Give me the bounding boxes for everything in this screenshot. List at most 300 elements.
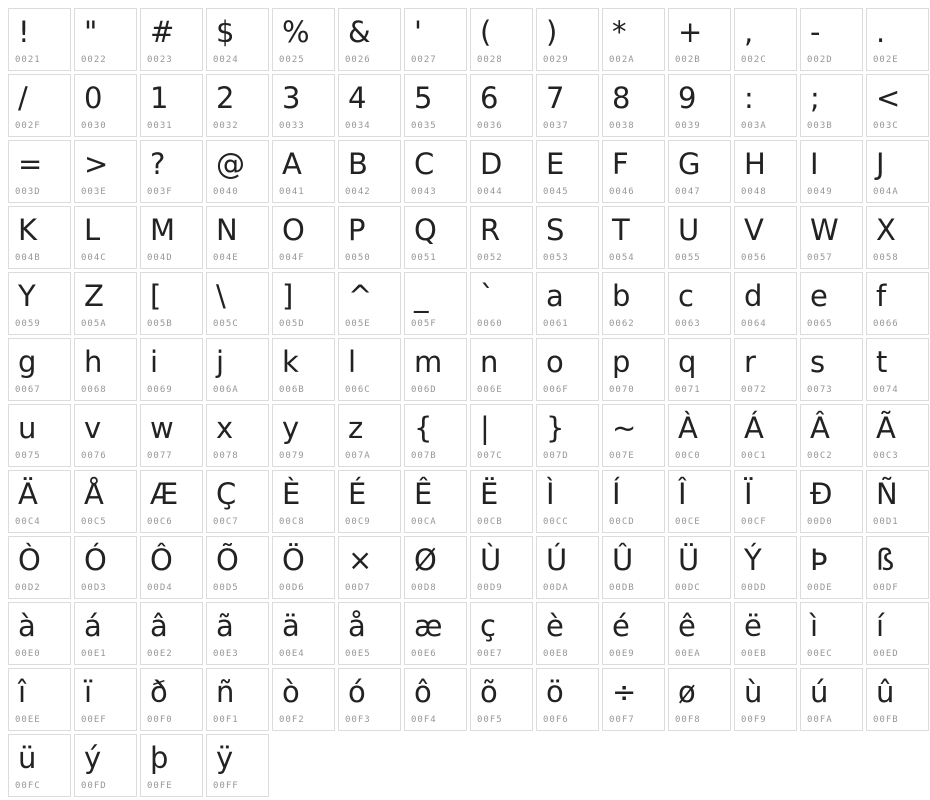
glyph-cell[interactable] (8, 338, 71, 401)
glyph-code-label: 00EE (15, 715, 41, 725)
glyph-char: ç (480, 608, 496, 643)
glyph-char: 7 (546, 80, 565, 115)
glyph-code-label: 004C (81, 253, 107, 263)
glyph-code-label: 005C (213, 319, 239, 329)
glyph-cell[interactable] (470, 206, 533, 269)
glyph-char: Q (414, 212, 437, 247)
glyph-code-label: 0024 (213, 55, 239, 65)
glyph-code-label: 0041 (279, 187, 305, 197)
glyph-code-label: 0056 (741, 253, 767, 263)
glyph-cell[interactable] (206, 404, 269, 467)
glyph-cell[interactable] (272, 140, 335, 203)
glyph-cell[interactable] (536, 140, 599, 203)
glyph-cell[interactable] (536, 536, 599, 599)
glyph-cell[interactable] (8, 470, 71, 533)
glyph-code-label: 00EC (807, 649, 833, 659)
glyph-cell[interactable] (470, 8, 533, 71)
glyph-char: Ê (414, 476, 433, 511)
glyph-cell[interactable] (74, 140, 137, 203)
glyph-char: f (876, 278, 887, 313)
glyph-cell[interactable] (668, 668, 731, 731)
glyph-cell[interactable] (206, 74, 269, 137)
glyph-cell[interactable] (74, 668, 137, 731)
glyph-cell[interactable] (668, 272, 731, 335)
glyph-cell[interactable] (272, 668, 335, 731)
glyph-cell[interactable] (272, 602, 335, 665)
glyph-cell[interactable] (602, 536, 665, 599)
glyph-cell[interactable] (734, 272, 797, 335)
glyph-cell[interactable] (602, 338, 665, 401)
glyph-code-label: 0065 (807, 319, 833, 329)
glyph-char: õ (480, 674, 498, 709)
glyph-cell[interactable] (866, 74, 929, 137)
glyph-cell[interactable] (866, 668, 929, 731)
glyph-cell[interactable] (8, 668, 71, 731)
glyph-cell[interactable] (272, 404, 335, 467)
glyph-cell[interactable] (74, 272, 137, 335)
glyph-cell[interactable] (734, 140, 797, 203)
glyph-cell[interactable] (536, 668, 599, 731)
glyph-cell[interactable] (206, 734, 269, 797)
glyph-cell[interactable] (140, 668, 203, 731)
glyph-char: K (18, 212, 38, 247)
glyph-cell[interactable] (338, 470, 401, 533)
glyph-char: ø (678, 674, 696, 709)
glyph-char: ë (744, 608, 762, 643)
glyph-cell[interactable] (8, 74, 71, 137)
glyph-cell[interactable] (140, 602, 203, 665)
glyph-code-label: 006C (345, 385, 371, 395)
glyph-code-label: 0050 (345, 253, 371, 263)
glyph-code-label: 007A (345, 451, 371, 461)
glyph-char: o (546, 344, 564, 379)
glyph-cell[interactable] (470, 404, 533, 467)
glyph-char: m (414, 344, 443, 379)
glyph-cell[interactable] (470, 470, 533, 533)
glyph-cell[interactable] (74, 8, 137, 71)
glyph-cell[interactable] (404, 470, 467, 533)
glyph-cell[interactable] (470, 338, 533, 401)
glyph-code-label: 0042 (345, 187, 371, 197)
glyph-code-label: 002F (15, 121, 41, 131)
glyph-code-label: 00EF (81, 715, 107, 725)
glyph-cell[interactable] (206, 668, 269, 731)
glyph-cell[interactable] (602, 404, 665, 467)
glyph-cell[interactable] (536, 8, 599, 71)
glyph-cell[interactable] (206, 470, 269, 533)
glyph-cell[interactable] (602, 74, 665, 137)
glyph-cell[interactable] (140, 536, 203, 599)
glyph-code-label: 00F8 (675, 715, 701, 725)
glyph-cell[interactable] (866, 536, 929, 599)
glyph-cell[interactable] (734, 404, 797, 467)
glyph-cell[interactable] (8, 206, 71, 269)
glyph-char: C (414, 146, 435, 181)
glyph-cell[interactable] (536, 602, 599, 665)
glyph-code-label: 0025 (279, 55, 305, 65)
glyph-cell[interactable] (866, 338, 929, 401)
glyph-char: ? (150, 146, 166, 181)
glyph-cell[interactable] (866, 206, 929, 269)
glyph-code-label: 0033 (279, 121, 305, 131)
glyph-code-label: 0032 (213, 121, 239, 131)
glyph-code-label: 0046 (609, 187, 635, 197)
glyph-cell[interactable] (74, 536, 137, 599)
glyph-cell[interactable] (866, 404, 929, 467)
glyph-char: M (150, 212, 176, 247)
glyph-cell[interactable] (140, 734, 203, 797)
glyph-cell[interactable] (470, 668, 533, 731)
glyph-cell[interactable] (140, 140, 203, 203)
glyph-cell[interactable] (536, 338, 599, 401)
glyph-char: b (612, 278, 631, 313)
glyph-char: Õ (216, 542, 239, 577)
glyph-cell[interactable] (404, 140, 467, 203)
glyph-cell[interactable] (734, 338, 797, 401)
glyph-cell[interactable] (800, 8, 863, 71)
glyph-code-label: 0071 (675, 385, 701, 395)
glyph-cell[interactable] (206, 602, 269, 665)
glyph-cell[interactable] (536, 470, 599, 533)
glyph-cell[interactable] (668, 470, 731, 533)
glyph-cell[interactable] (272, 8, 335, 71)
glyph-cell[interactable] (668, 536, 731, 599)
glyph-code-label: 00D9 (477, 583, 503, 593)
glyph-cell[interactable] (404, 272, 467, 335)
glyph-code-label: 00F6 (543, 715, 569, 725)
glyph-cell[interactable] (404, 74, 467, 137)
glyph-cell[interactable] (404, 668, 467, 731)
glyph-char: ä (282, 608, 300, 643)
glyph-cell[interactable] (602, 470, 665, 533)
glyph-cell[interactable] (734, 668, 797, 731)
glyph-cell[interactable] (602, 602, 665, 665)
glyph-char: a (546, 278, 564, 313)
glyph-cell[interactable] (668, 140, 731, 203)
glyph-code-label: 005E (345, 319, 371, 329)
glyph-code-label: 0069 (147, 385, 173, 395)
glyph-cell[interactable] (536, 206, 599, 269)
glyph-cell[interactable] (74, 338, 137, 401)
glyph-cell[interactable] (734, 206, 797, 269)
glyph-cell[interactable] (140, 8, 203, 71)
glyph-cell[interactable] (8, 272, 71, 335)
glyph-code-label: 00D5 (213, 583, 239, 593)
glyph-cell[interactable] (404, 338, 467, 401)
glyph-cell[interactable] (338, 74, 401, 137)
glyph-char: - (810, 14, 821, 49)
glyph-code-label: 0078 (213, 451, 239, 461)
glyph-char: 2 (216, 80, 235, 115)
glyph-cell[interactable] (800, 206, 863, 269)
glyph-code-label: 00DF (873, 583, 899, 593)
glyph-char: u (18, 410, 37, 445)
glyph-char: ñ (216, 674, 235, 709)
glyph-char: " (84, 14, 98, 49)
glyph-char: @ (216, 146, 245, 181)
glyph-cell[interactable] (272, 338, 335, 401)
glyph-cell[interactable] (800, 272, 863, 335)
glyph-char: N (216, 212, 238, 247)
glyph-char: Ä (18, 476, 38, 511)
glyph-char: $ (216, 14, 235, 49)
glyph-char: Ú (546, 542, 568, 577)
glyph-cell[interactable] (74, 734, 137, 797)
glyph-cell[interactable] (800, 140, 863, 203)
glyph-char: ÷ (612, 674, 637, 709)
glyph-cell[interactable] (602, 668, 665, 731)
glyph-char: V (744, 212, 764, 247)
glyph-cell[interactable] (272, 470, 335, 533)
glyph-char: ü (18, 740, 37, 775)
glyph-cell[interactable] (602, 8, 665, 71)
glyph-char: ì (810, 608, 819, 643)
glyph-code-label: 00E6 (411, 649, 437, 659)
glyph-cell[interactable] (338, 602, 401, 665)
glyph-char: g (18, 344, 37, 379)
glyph-char: [ (150, 278, 162, 313)
glyph-cell[interactable] (338, 140, 401, 203)
glyph-cell[interactable] (800, 74, 863, 137)
glyph-char: ê (678, 608, 696, 643)
glyph-cell[interactable] (404, 536, 467, 599)
glyph-char: 6 (480, 80, 499, 115)
glyph-code-label: 002B (675, 55, 701, 65)
glyph-cell[interactable] (8, 140, 71, 203)
glyph-code-label: 00CB (477, 517, 503, 527)
glyph-char: æ (414, 608, 443, 643)
glyph-code-label: 0040 (213, 187, 239, 197)
glyph-cell[interactable] (734, 470, 797, 533)
glyph-char: 9 (678, 80, 697, 115)
glyph-cell[interactable] (338, 206, 401, 269)
glyph-char: I (810, 146, 819, 181)
glyph-cell[interactable] (668, 404, 731, 467)
glyph-cell[interactable] (404, 8, 467, 71)
glyph-cell[interactable] (602, 206, 665, 269)
glyph-cell[interactable] (800, 338, 863, 401)
glyph-code-label: 0066 (873, 319, 899, 329)
glyph-cell[interactable] (206, 206, 269, 269)
glyph-char: 8 (612, 80, 631, 115)
glyph-cell[interactable] (8, 8, 71, 71)
glyph-char: 3 (282, 80, 301, 115)
glyph-char: s (810, 344, 826, 379)
glyph-cell[interactable] (404, 404, 467, 467)
glyph-code-label: 00F3 (345, 715, 371, 725)
glyph-code-label: 0049 (807, 187, 833, 197)
glyph-cell[interactable] (800, 536, 863, 599)
glyph-cell[interactable] (8, 734, 71, 797)
glyph-cell[interactable] (800, 602, 863, 665)
glyph-char: q (678, 344, 697, 379)
glyph-code-label: 00C5 (81, 517, 107, 527)
glyph-code-label: 0076 (81, 451, 107, 461)
glyph-cell[interactable] (800, 404, 863, 467)
glyph-cell[interactable] (800, 668, 863, 731)
glyph-code-label: 007C (477, 451, 503, 461)
glyph-cell[interactable] (734, 536, 797, 599)
glyph-code-label: 0055 (675, 253, 701, 263)
glyph-cell[interactable] (272, 272, 335, 335)
glyph-cell[interactable] (74, 470, 137, 533)
glyph-cell[interactable] (734, 8, 797, 71)
glyph-code-label: 0052 (477, 253, 503, 263)
glyph-char: & (348, 14, 371, 49)
glyph-cell[interactable] (272, 74, 335, 137)
glyph-char: * (612, 14, 627, 49)
glyph-code-label: 0058 (873, 253, 899, 263)
glyph-code-label: 0057 (807, 253, 833, 263)
glyph-cell[interactable] (140, 206, 203, 269)
glyph-cell[interactable] (338, 8, 401, 71)
glyph-cell[interactable] (866, 470, 929, 533)
glyph-cell[interactable] (470, 140, 533, 203)
glyph-grid (8, 8, 930, 797)
glyph-code-label: 00F9 (741, 715, 767, 725)
glyph-code-label: 0035 (411, 121, 437, 131)
glyph-code-label: 003D (15, 187, 41, 197)
glyph-cell[interactable] (668, 206, 731, 269)
glyph-cell[interactable] (470, 602, 533, 665)
glyph-code-label: 002A (609, 55, 635, 65)
glyph-code-label: 003E (81, 187, 107, 197)
glyph-char: Ù (480, 542, 502, 577)
glyph-char: â (150, 608, 168, 643)
glyph-cell[interactable] (668, 602, 731, 665)
glyph-cell[interactable] (206, 338, 269, 401)
glyph-cell[interactable] (206, 536, 269, 599)
glyph-cell[interactable] (734, 74, 797, 137)
glyph-cell[interactable] (8, 602, 71, 665)
glyph-cell[interactable] (206, 140, 269, 203)
glyph-cell[interactable] (140, 404, 203, 467)
glyph-code-label: 0074 (873, 385, 899, 395)
glyph-code-label: 00CA (411, 517, 437, 527)
glyph-code-label: 003A (741, 121, 767, 131)
glyph-cell[interactable] (206, 8, 269, 71)
glyph-cell[interactable] (866, 272, 929, 335)
glyph-cell[interactable] (404, 602, 467, 665)
glyph-char: E (546, 146, 565, 181)
glyph-code-label: 00D3 (81, 583, 107, 593)
glyph-cell[interactable] (602, 140, 665, 203)
glyph-char: Í (612, 476, 621, 511)
glyph-code-label: 00FC (15, 781, 41, 791)
glyph-code-label: 00FE (147, 781, 173, 791)
glyph-char: Þ (810, 542, 828, 577)
glyph-code-label: 00EA (675, 649, 701, 659)
glyph-cell[interactable] (536, 74, 599, 137)
glyph-char: É (348, 476, 367, 511)
glyph-code-label: 00F4 (411, 715, 437, 725)
glyph-code-label: 0023 (147, 55, 173, 65)
glyph-cell[interactable] (74, 602, 137, 665)
glyph-cell[interactable] (668, 338, 731, 401)
glyph-code-label: 00C1 (741, 451, 767, 461)
glyph-char: ( (480, 14, 492, 49)
glyph-cell[interactable] (734, 602, 797, 665)
glyph-cell[interactable] (8, 404, 71, 467)
glyph-char: × (348, 542, 373, 577)
glyph-cell[interactable] (800, 470, 863, 533)
glyph-char: A (282, 146, 302, 181)
glyph-char: l (348, 344, 357, 379)
glyph-cell[interactable] (866, 140, 929, 203)
glyph-cell[interactable] (140, 470, 203, 533)
glyph-cell[interactable] (74, 74, 137, 137)
glyph-cell[interactable] (866, 602, 929, 665)
glyph-code-label: 003F (147, 187, 173, 197)
glyph-char: % (282, 14, 310, 49)
glyph-cell[interactable] (74, 404, 137, 467)
glyph-code-label: 00CF (741, 517, 767, 527)
glyph-code-label: 00F2 (279, 715, 305, 725)
glyph-cell[interactable] (8, 536, 71, 599)
glyph-cell[interactable] (668, 74, 731, 137)
glyph-cell[interactable] (470, 272, 533, 335)
glyph-code-label: 0048 (741, 187, 767, 197)
glyph-cell[interactable] (404, 206, 467, 269)
glyph-char: è (546, 608, 564, 643)
glyph-cell[interactable] (338, 338, 401, 401)
glyph-code-label: 0053 (543, 253, 569, 263)
glyph-code-label: 007B (411, 451, 437, 461)
glyph-cell[interactable] (338, 668, 401, 731)
glyph-code-label: 00E9 (609, 649, 635, 659)
glyph-cell[interactable] (206, 272, 269, 335)
glyph-code-label: 0030 (81, 121, 107, 131)
glyph-char: ï (84, 674, 93, 709)
glyph-char: ` (480, 278, 495, 313)
glyph-cell[interactable] (866, 8, 929, 71)
glyph-cell[interactable] (74, 206, 137, 269)
glyph-code-label: 00DD (741, 583, 767, 593)
glyph-cell[interactable] (470, 536, 533, 599)
glyph-code-label: 0022 (81, 55, 107, 65)
glyph-cell[interactable] (536, 404, 599, 467)
glyph-cell[interactable] (140, 272, 203, 335)
glyph-cell[interactable] (338, 404, 401, 467)
glyph-char: 5 (414, 80, 433, 115)
glyph-cell[interactable] (140, 338, 203, 401)
glyph-cell[interactable] (602, 272, 665, 335)
glyph-cell[interactable] (668, 8, 731, 71)
glyph-char: : (744, 80, 754, 115)
glyph-cell[interactable] (470, 74, 533, 137)
glyph-char: W (810, 212, 839, 247)
glyph-code-label: 0037 (543, 121, 569, 131)
glyph-code-label: 00D0 (807, 517, 833, 527)
glyph-code-label: 0062 (609, 319, 635, 329)
glyph-code-label: 00C8 (279, 517, 305, 527)
glyph-char: | (480, 410, 490, 445)
glyph-code-label: 003B (807, 121, 833, 131)
glyph-code-label: 0068 (81, 385, 107, 395)
glyph-cell[interactable] (536, 272, 599, 335)
glyph-cell[interactable] (272, 206, 335, 269)
glyph-char: O (282, 212, 305, 247)
glyph-code-label: 00FA (807, 715, 833, 725)
glyph-char: t (876, 344, 888, 379)
glyph-cell[interactable] (272, 536, 335, 599)
glyph-code-label: 0029 (543, 55, 569, 65)
glyph-char: # (150, 14, 175, 49)
glyph-cell[interactable] (338, 536, 401, 599)
glyph-cell[interactable] (338, 272, 401, 335)
glyph-cell[interactable] (140, 74, 203, 137)
glyph-char: þ (150, 740, 169, 775)
